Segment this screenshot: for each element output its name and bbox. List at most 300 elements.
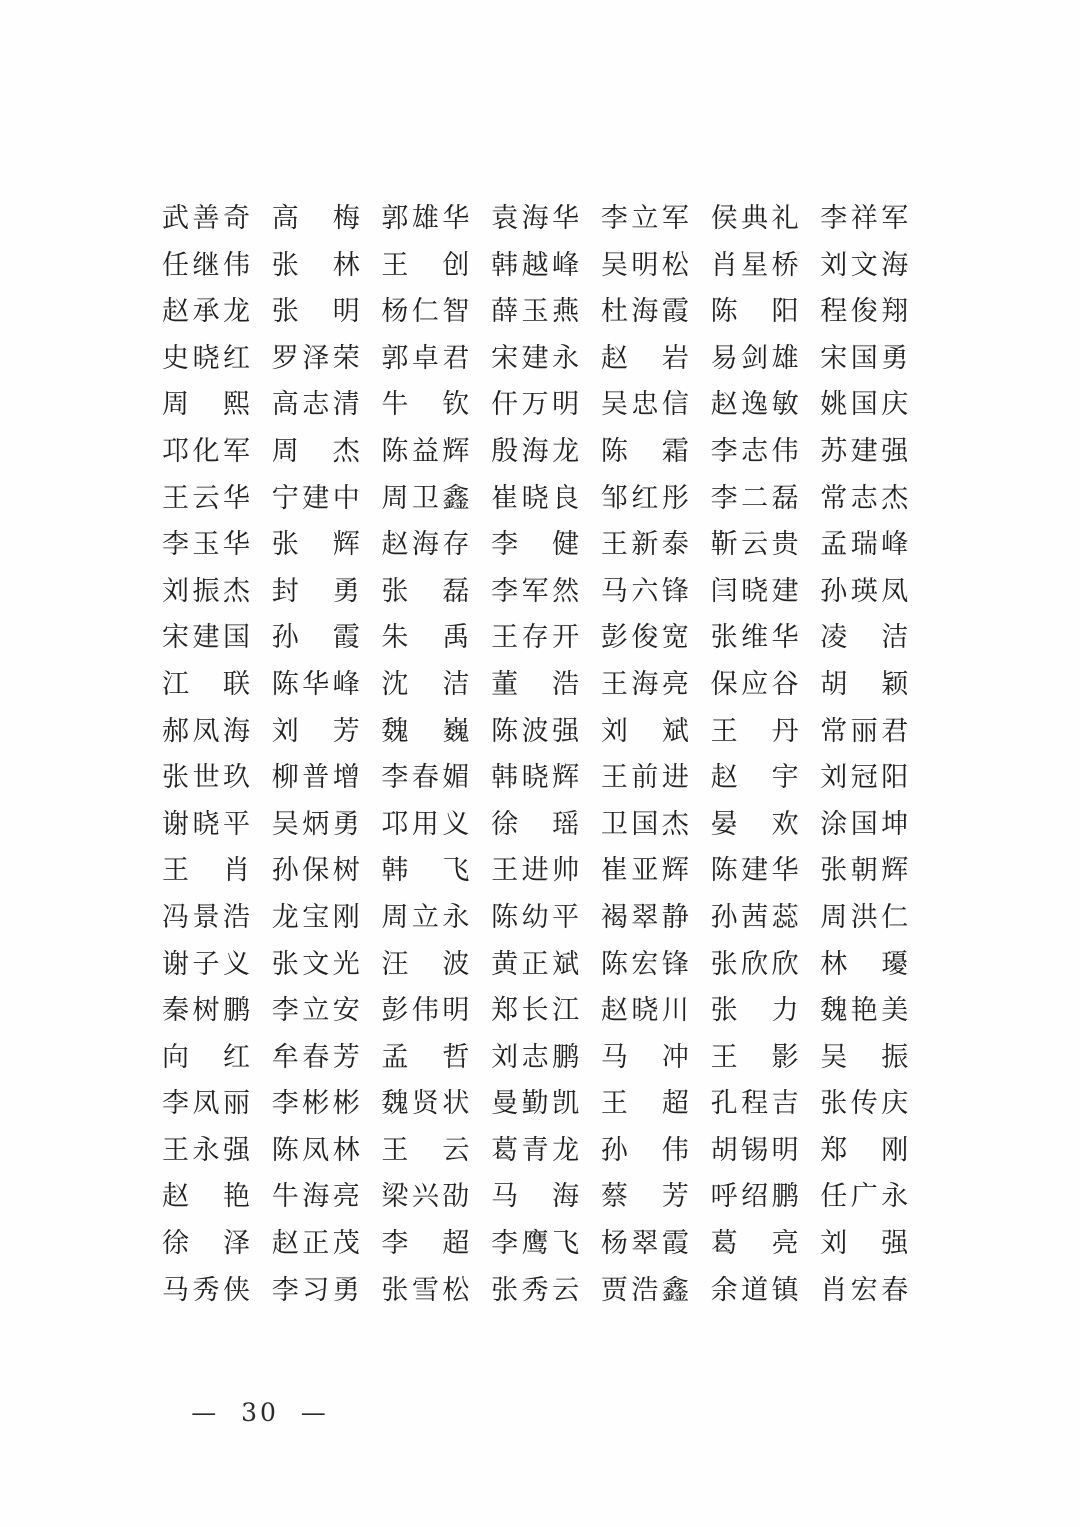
name-character: 越 <box>521 249 549 281</box>
name-cell <box>491 709 601 756</box>
name-cell <box>601 522 711 569</box>
name-character: 君 <box>442 342 470 374</box>
name-cell <box>491 988 601 1035</box>
name-cell <box>491 848 601 895</box>
name-character: 浩 <box>552 668 580 700</box>
name-cell <box>272 1221 382 1268</box>
name-character: 宋 <box>491 342 519 374</box>
name-cell <box>381 802 491 849</box>
person-name <box>272 942 360 989</box>
name-character: 川 <box>661 995 689 1027</box>
name-cell <box>162 942 272 989</box>
name-character: 霞 <box>661 1228 689 1260</box>
name-cell <box>162 848 272 895</box>
name-character: 建 <box>192 622 220 654</box>
name-character: 晓 <box>521 482 549 514</box>
name-character: 冲 <box>661 1041 689 1073</box>
name-character: 长 <box>521 995 549 1027</box>
person-name <box>272 988 360 1035</box>
name-cell <box>491 1268 601 1315</box>
name-character: 丽 <box>223 1088 250 1120</box>
name-character: 国 <box>850 342 878 374</box>
name-character: 辉 <box>881 855 909 887</box>
name-cell <box>381 289 491 336</box>
name-cell <box>491 895 601 942</box>
name-cell <box>162 1081 272 1128</box>
name-character: 文 <box>302 948 330 980</box>
name-cell <box>820 895 930 942</box>
person-name <box>491 429 579 476</box>
person-name <box>162 755 250 802</box>
name-character: 李 <box>491 529 519 561</box>
name-character: 宝 <box>302 901 330 933</box>
name-character: 魏 <box>381 715 409 747</box>
name-character: 秀 <box>192 1274 220 1306</box>
name-character: 韩 <box>491 762 519 794</box>
person-name <box>601 429 689 476</box>
name-character: 谷 <box>771 668 799 700</box>
name-character: 罗 <box>271 342 299 374</box>
name-character: 春 <box>881 1274 909 1306</box>
name-character: 张 <box>162 762 189 794</box>
name-character: 海 <box>302 1181 330 1213</box>
name-cell <box>162 429 272 476</box>
name-cell <box>162 988 272 1035</box>
name-character: 高 <box>271 203 299 234</box>
name-character: 蕊 <box>771 901 799 933</box>
name-character: 辉 <box>332 529 360 561</box>
name-character: 丹 <box>771 715 799 747</box>
person-name <box>272 569 360 616</box>
name-cell <box>601 1268 711 1315</box>
name-character: 葛 <box>491 1134 519 1166</box>
person-name <box>491 382 579 429</box>
name-character: 凌 <box>820 622 848 654</box>
person-name <box>601 662 689 709</box>
person-name <box>820 336 908 383</box>
person-name <box>272 289 360 336</box>
name-cell <box>272 709 382 756</box>
name-character: 波 <box>521 715 549 747</box>
name-character: 王 <box>491 855 519 887</box>
name-cell <box>601 848 711 895</box>
person-name <box>381 243 469 290</box>
name-character: 翠 <box>631 1228 659 1260</box>
name-character: 鑫 <box>661 1274 689 1306</box>
person-name <box>272 1268 360 1315</box>
name-character: 刘 <box>162 575 189 607</box>
name-character: 蔡 <box>600 1181 628 1213</box>
name-cell <box>162 615 272 662</box>
name-cell <box>820 289 930 336</box>
name-character: 鹏 <box>771 1181 799 1213</box>
name-cell <box>381 569 491 616</box>
name-cell <box>491 1174 601 1221</box>
person-name <box>491 942 579 989</box>
name-character: 哲 <box>442 1041 470 1073</box>
name-character: 红 <box>631 482 659 514</box>
name-character: 春 <box>302 1041 330 1073</box>
person-name <box>272 848 360 895</box>
name-character: 子 <box>192 948 220 980</box>
name-character: 逸 <box>741 389 769 421</box>
person-name <box>601 755 689 802</box>
name-character: 力 <box>771 995 799 1027</box>
name-character: 浩 <box>631 1274 659 1306</box>
name-character: 吴 <box>600 249 628 281</box>
person-name <box>491 243 579 290</box>
name-character: 艳 <box>223 1181 250 1213</box>
name-character: 马 <box>600 575 628 607</box>
name-cell <box>601 243 711 290</box>
name-cell <box>601 1221 711 1268</box>
person-name <box>820 1081 908 1128</box>
name-character: 闫 <box>710 575 738 607</box>
person-name <box>820 1035 908 1082</box>
name-character: 苏 <box>820 435 848 467</box>
name-character: 强 <box>552 715 580 747</box>
name-cell <box>711 709 821 756</box>
person-name <box>162 662 250 709</box>
name-character: 张 <box>271 296 299 328</box>
person-name <box>711 662 799 709</box>
name-cell <box>711 243 821 290</box>
name-character: 瑶 <box>552 808 580 840</box>
name-cell <box>381 1128 491 1175</box>
name-character: 阳 <box>881 762 909 794</box>
name-character: 魏 <box>381 1088 409 1120</box>
person-name <box>162 243 250 290</box>
person-name <box>711 382 799 429</box>
name-character: 增 <box>332 762 360 794</box>
name-cell <box>711 1128 821 1175</box>
name-character: 吴 <box>271 808 299 840</box>
person-name <box>601 336 689 383</box>
name-character: 军 <box>881 203 909 234</box>
name-character: 奇 <box>223 203 250 234</box>
name-character: 维 <box>741 622 769 654</box>
name-character: 化 <box>192 435 220 467</box>
name-character: 孙 <box>710 901 738 933</box>
name-character: 鹰 <box>521 1228 549 1260</box>
name-character: 邹 <box>600 482 628 514</box>
name-cell <box>381 196 491 243</box>
name-character: 松 <box>661 249 689 281</box>
name-character: 瓇 <box>881 948 909 980</box>
person-name <box>162 336 250 383</box>
person-name <box>711 942 799 989</box>
person-name <box>272 895 360 942</box>
name-cell <box>711 382 821 429</box>
person-name <box>601 848 689 895</box>
person-name <box>601 1081 689 1128</box>
name-character: 明 <box>631 249 659 281</box>
person-name <box>272 522 360 569</box>
name-character: 赵 <box>162 296 189 328</box>
name-character: 向 <box>162 1041 189 1073</box>
name-character: 李 <box>381 1228 409 1260</box>
name-cell <box>381 382 491 429</box>
name-character: 李 <box>271 1088 299 1120</box>
name-character: 云 <box>442 1134 470 1166</box>
person-name <box>601 802 689 849</box>
name-character: 邛 <box>381 808 409 840</box>
name-character: 茂 <box>332 1228 360 1260</box>
name-character: 张 <box>710 948 738 980</box>
name-character: 峰 <box>881 529 909 561</box>
person-name <box>381 1035 469 1082</box>
name-character: 张 <box>381 575 409 607</box>
name-character: 普 <box>302 762 330 794</box>
name-character: 王 <box>600 762 628 794</box>
name-character: 靳 <box>710 529 738 561</box>
name-character: 明 <box>771 1134 799 1166</box>
name-character: 芳 <box>332 715 360 747</box>
name-cell <box>272 336 382 383</box>
name-character: 强 <box>223 1134 250 1166</box>
name-character: 肖 <box>820 1274 848 1306</box>
name-character: 传 <box>850 1088 878 1120</box>
name-cell <box>820 988 930 1035</box>
name-character: 张 <box>491 1274 519 1306</box>
name-cell <box>820 382 930 429</box>
name-cell <box>272 1035 382 1082</box>
name-cell <box>491 942 601 989</box>
name-character: 梁 <box>381 1181 409 1213</box>
person-name <box>820 942 908 989</box>
name-character: 鑫 <box>442 482 470 514</box>
name-cell <box>601 429 711 476</box>
name-character: 翔 <box>881 296 909 328</box>
name-character: 海 <box>521 435 549 467</box>
person-name <box>820 1268 908 1315</box>
name-cell <box>601 1128 711 1175</box>
name-character: 葛 <box>710 1228 738 1260</box>
name-cell <box>601 1035 711 1082</box>
name-character: 志 <box>850 482 878 514</box>
person-name <box>820 1221 908 1268</box>
name-character: 海 <box>631 668 659 700</box>
person-name <box>162 1081 250 1128</box>
person-name <box>601 289 689 336</box>
person-name <box>162 988 250 1035</box>
name-character: 强 <box>881 1228 909 1260</box>
name-character: 绍 <box>741 1181 769 1213</box>
name-cell <box>491 1035 601 1082</box>
person-name <box>381 1128 469 1175</box>
name-character: 华 <box>302 668 330 700</box>
person-name <box>711 336 799 383</box>
name-character: 宇 <box>771 762 799 794</box>
name-character: 张 <box>820 1088 848 1120</box>
name-character: 赵 <box>710 762 738 794</box>
person-name <box>491 1268 579 1315</box>
person-name <box>601 1174 689 1221</box>
person-name <box>820 755 908 802</box>
person-name <box>601 1128 689 1175</box>
person-name <box>272 476 360 523</box>
name-character: 广 <box>850 1181 878 1213</box>
name-cell <box>272 848 382 895</box>
name-character: 正 <box>302 1228 330 1260</box>
name-character: 曼 <box>491 1088 519 1120</box>
name-cell <box>162 196 272 243</box>
name-character: 国 <box>223 622 250 654</box>
name-cell <box>601 942 711 989</box>
name-character: 志 <box>302 389 330 421</box>
name-cell <box>601 569 711 616</box>
name-character: 宁 <box>271 482 299 514</box>
person-name <box>820 429 908 476</box>
name-character: 清 <box>332 389 360 421</box>
name-character: 高 <box>271 389 299 421</box>
name-character: 林 <box>332 1134 360 1166</box>
person-name <box>272 336 360 383</box>
name-character: 健 <box>552 529 580 561</box>
name-character: 王 <box>600 668 628 700</box>
person-name <box>162 942 250 989</box>
person-name <box>601 569 689 616</box>
person-name <box>381 569 469 616</box>
name-character: 平 <box>223 808 250 840</box>
name-character: 晏 <box>710 808 738 840</box>
name-character: 贾 <box>600 1274 628 1306</box>
name-character: 洁 <box>881 622 909 654</box>
name-cell <box>381 662 491 709</box>
name-character: 超 <box>442 1228 470 1260</box>
name-character: 仁 <box>411 296 439 328</box>
person-name <box>381 709 469 756</box>
name-character: 涂 <box>820 808 848 840</box>
name-cell <box>820 848 930 895</box>
name-cell <box>601 988 711 1035</box>
name-character: 宽 <box>661 622 689 654</box>
name-character: 丽 <box>850 715 878 747</box>
name-character: 张 <box>710 622 738 654</box>
name-character: 沈 <box>381 668 409 700</box>
person-name <box>162 289 250 336</box>
name-character: 创 <box>442 249 470 281</box>
name-character: 肖 <box>223 855 250 887</box>
name-character: 俊 <box>631 622 659 654</box>
person-name <box>820 662 908 709</box>
name-character: 朱 <box>381 622 409 654</box>
name-character: 立 <box>411 901 439 933</box>
name-character: 浩 <box>223 901 250 933</box>
name-character: 易 <box>710 342 738 374</box>
name-character: 王 <box>600 1088 628 1120</box>
name-character: 亮 <box>661 668 689 700</box>
name-cell <box>272 942 382 989</box>
name-character: 王 <box>162 855 189 887</box>
name-character: 陈 <box>381 435 409 467</box>
name-grid <box>162 196 930 1314</box>
person-name <box>601 1035 689 1082</box>
name-character: 国 <box>850 808 878 840</box>
person-name <box>491 1035 579 1082</box>
name-character: 马 <box>162 1274 189 1306</box>
name-character: 建 <box>302 482 330 514</box>
name-cell <box>711 569 821 616</box>
name-character: 典 <box>741 203 769 234</box>
name-cell <box>820 1268 930 1315</box>
name-cell <box>491 382 601 429</box>
person-name <box>820 289 908 336</box>
name-character: 赵 <box>600 342 628 374</box>
name-cell <box>381 615 491 662</box>
person-name <box>820 1128 908 1175</box>
name-character: 存 <box>521 622 549 654</box>
name-character: 芳 <box>332 1041 360 1073</box>
name-character: 彬 <box>332 1088 360 1120</box>
name-cell <box>381 848 491 895</box>
name-character: 磊 <box>771 482 799 514</box>
name-cell <box>711 848 821 895</box>
name-character: 周 <box>381 482 409 514</box>
person-name <box>711 1174 799 1221</box>
person-name <box>601 1268 689 1315</box>
name-cell <box>711 196 821 243</box>
name-character: 孙 <box>600 1134 628 1166</box>
name-character: 华 <box>223 529 250 561</box>
name-character: 海 <box>631 296 659 328</box>
name-cell <box>162 1035 272 1082</box>
name-character: 杰 <box>661 808 689 840</box>
person-name <box>381 429 469 476</box>
name-character: 六 <box>631 575 659 607</box>
name-character: 振 <box>881 1041 909 1073</box>
person-name <box>381 1221 469 1268</box>
name-cell <box>820 942 930 989</box>
name-cell <box>162 1174 272 1221</box>
person-name <box>272 615 360 662</box>
name-character: 赵 <box>381 529 409 561</box>
name-cell <box>491 1221 601 1268</box>
name-character: 刘 <box>271 715 299 747</box>
name-character: 善 <box>192 203 220 234</box>
person-name <box>820 382 908 429</box>
name-cell <box>491 755 601 802</box>
name-character: 阳 <box>771 296 799 328</box>
name-cell <box>601 662 711 709</box>
name-cell <box>601 382 711 429</box>
name-character: 孙 <box>820 575 848 607</box>
name-character: 建 <box>771 575 799 607</box>
name-cell <box>272 755 382 802</box>
person-name <box>381 942 469 989</box>
name-cell <box>711 755 821 802</box>
name-character: 程 <box>820 296 848 328</box>
name-cell <box>601 336 711 383</box>
name-cell <box>381 243 491 290</box>
name-character: 帅 <box>552 855 580 887</box>
name-character: 霞 <box>332 622 360 654</box>
name-cell <box>381 476 491 523</box>
name-character: 荣 <box>332 342 360 374</box>
name-character: 晓 <box>192 342 220 374</box>
name-character: 晓 <box>631 995 659 1027</box>
person-name <box>820 848 908 895</box>
name-character: 宏 <box>631 948 659 980</box>
name-character: 王 <box>710 715 738 747</box>
person-name <box>601 476 689 523</box>
name-character: 中 <box>332 482 360 514</box>
name-character: 肖 <box>710 249 738 281</box>
name-character: 媚 <box>442 762 470 794</box>
person-name <box>381 895 469 942</box>
name-cell <box>272 289 382 336</box>
name-character: 云 <box>192 482 220 514</box>
